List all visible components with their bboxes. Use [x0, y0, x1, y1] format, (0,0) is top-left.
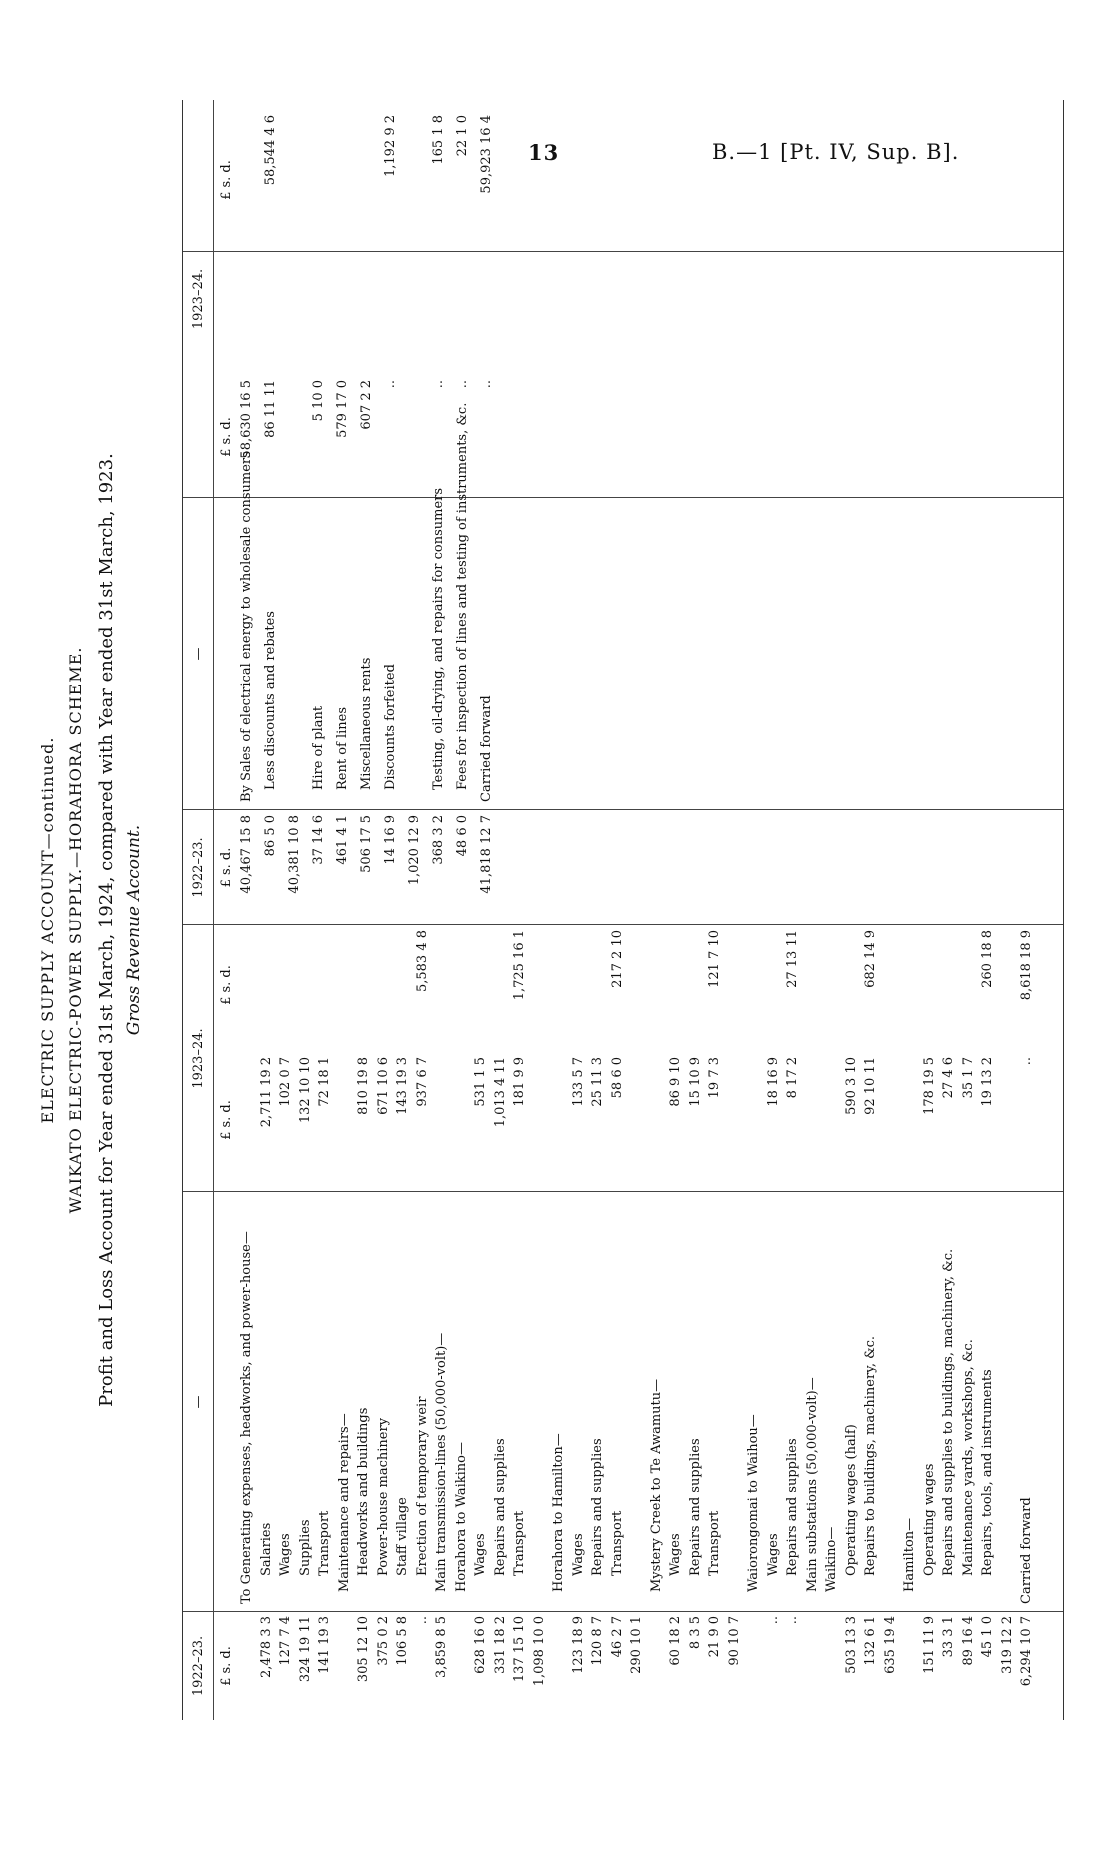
prev-year-amount: 14 16 9 [383, 815, 398, 865]
prev-year-amount: 3,859 8 5 [434, 1616, 449, 1679]
prev-year-amount: 90 10 7 [726, 1616, 742, 1666]
itemized-amount: 531 1 5 [473, 1057, 488, 1107]
itemized-amount: 27 4 6 [941, 1057, 956, 1099]
itemized-amount: .. [455, 380, 470, 389]
itemized-amount: 58,630 16 5 [239, 380, 254, 459]
header-prev-year-right: 1922–23. [191, 837, 206, 898]
expenditure-description: Headworks and buildings [356, 1407, 371, 1576]
expenditure-description: Repairs and supplies [687, 1438, 703, 1576]
prev-year-amount: 120 8 7 [590, 1616, 605, 1666]
expenditure-description: Transport [512, 1510, 527, 1576]
revenue-description: Carried forward [479, 695, 494, 802]
column-rule [183, 809, 1063, 810]
itemized-amount: 102 0 7 [278, 1057, 293, 1107]
itemized-amount: 2,711 19 2 [258, 1057, 274, 1128]
expenditure-description: Repairs and supplies to buildings, machinery, &c. [941, 1248, 956, 1576]
prev-year-amount: 368 3 2 [431, 815, 446, 865]
prev-year-amount: 151 11 9 [921, 1616, 937, 1674]
expenditure-description: Wages [668, 1533, 683, 1576]
itemized-amount: 86 9 10 [668, 1057, 683, 1107]
itemized-amount: 1,013 4 11 [492, 1057, 508, 1128]
prev-year-amount: 331 18 2 [492, 1616, 508, 1674]
total-amount: 217 2 10 [609, 930, 625, 988]
header-dash-right: — [191, 647, 206, 661]
lsd-label: £ s. d. [219, 1646, 234, 1686]
revenue-description: By Sales of electrical energy to wholesale consumers [239, 451, 254, 802]
prev-year-amount: .. [765, 1616, 781, 1625]
expenditure-description: Waikino— [824, 1526, 839, 1592]
prev-year-amount: 305 12 10 [356, 1616, 371, 1683]
itemized-amount: 35 1 7 [960, 1057, 976, 1099]
expenditure-description: Wages [765, 1533, 781, 1576]
prev-year-amount: 141 19 3 [317, 1616, 332, 1674]
prev-year-amount: 1,098 10 0 [531, 1616, 547, 1687]
prev-year-amount: 60 18 2 [668, 1616, 683, 1666]
prev-year-amount: 33 3 1 [941, 1616, 956, 1658]
itemized-amount: 19 7 3 [707, 1057, 722, 1099]
expenditure-description: Horahora to Hamilton— [551, 1433, 566, 1592]
prev-year-amount: 503 13 3 [843, 1616, 859, 1674]
prev-year-amount: 290 10 1 [629, 1616, 644, 1674]
statement-subtitle: Gross Revenue Account. [124, 824, 144, 1036]
prev-year-amount: 628 16 0 [473, 1616, 488, 1674]
revenue-description: Discounts forfeited [383, 664, 398, 790]
account-title: ELECTRIC SUPPLY ACCOUNT—continued. [38, 736, 57, 1124]
prev-year-amount: 89 16 4 [960, 1616, 976, 1666]
total-amount: 1,725 16 1 [512, 930, 527, 1001]
itemized-amount: 18 16 9 [765, 1057, 781, 1107]
prev-year-amount: 21 9 0 [707, 1616, 722, 1658]
column-rule [183, 251, 1063, 252]
prev-year-amount: 8 3 5 [687, 1616, 703, 1650]
revenue-description: Fees for inspection of lines and testing of instruments, &c. [455, 402, 470, 790]
prev-year-amount: 127 7 4 [278, 1616, 293, 1666]
itemized-amount: 181 9 9 [512, 1057, 527, 1107]
itemized-amount: 178 19 5 [921, 1057, 937, 1115]
statement-title: Profit and Loss Account for Year ended 31st March, 1924, compared with Year ended 31st March, 1923. [96, 453, 117, 1407]
prev-year-amount: 1,020 12 9 [407, 815, 422, 886]
itemized-amount: 15 10 9 [687, 1057, 703, 1107]
prev-year-amount: 48 6 0 [455, 815, 470, 857]
page-reference: B.—1 [Pt. IV, Sup. B]. [712, 140, 960, 164]
expenditure-description: Operating wages [921, 1463, 937, 1576]
lsd-label: £ s. d. [219, 417, 234, 457]
total-amount: 682 14 9 [863, 930, 878, 988]
itemized-amount: 25 11 3 [590, 1057, 605, 1107]
prev-year-amount: 106 5 8 [395, 1616, 410, 1666]
profit-loss-ledger [182, 100, 1064, 1720]
itemized-amount: 143 19 3 [395, 1057, 410, 1115]
expenditure-description: Repairs and supplies [492, 1438, 508, 1576]
expenditure-description: Waiorongomai to Waihou— [746, 1414, 761, 1592]
prev-year-amount: 46 2 7 [609, 1616, 625, 1658]
prev-year-amount: 37 14 6 [311, 815, 326, 865]
prev-year-amount: 319 12 2 [999, 1616, 1015, 1674]
header-curr-year-right: 1923–24. [191, 268, 206, 330]
itemized-amount: .. [479, 380, 494, 389]
itemized-amount: 72 18 1 [317, 1057, 332, 1107]
itemized-amount: 590 3 10 [843, 1057, 859, 1115]
prev-year-amount: .. [414, 1616, 430, 1625]
expenditure-description: Staff village [395, 1497, 410, 1576]
total-amount: 260 18 8 [980, 930, 995, 988]
header-dash-left: — [191, 1395, 206, 1409]
prev-year-amount: 2,478 3 3 [258, 1616, 274, 1679]
prev-year-amount: .. [785, 1616, 800, 1625]
prev-year-amount: 132 6 1 [863, 1616, 878, 1666]
prev-year-amount: 137 15 10 [512, 1616, 527, 1683]
prev-year-amount: 461 4 1 [335, 815, 350, 865]
total-amount: 165 1 8 [431, 115, 446, 165]
itemized-amount: 19 13 2 [980, 1057, 995, 1107]
total-amount: 8,618 18 9 [1019, 930, 1034, 1001]
expenditure-description: Repairs and supplies [590, 1438, 605, 1576]
total-amount: 59,923 16 4 [479, 115, 494, 194]
itemized-amount: 92 10 11 [863, 1057, 878, 1115]
prev-year-amount: 45 1 0 [980, 1616, 995, 1658]
expenditure-description: Hamilton— [902, 1517, 917, 1592]
itemized-amount: 810 19 8 [356, 1057, 371, 1115]
expenditure-description: Salaries [258, 1522, 274, 1576]
expenditure-description: Power-house machinery [375, 1417, 391, 1576]
total-amount: 5,583 4 8 [414, 930, 430, 993]
expenditure-description: Horahora to Waikino— [453, 1442, 469, 1592]
itemized-amount: 8 17 2 [785, 1057, 800, 1099]
revenue-description: Miscellaneous rents [359, 657, 374, 790]
page-number: 13 [528, 140, 560, 165]
expenditure-description: Maintenance yards, workshops, &c. [960, 1339, 976, 1576]
revenue-description: Hire of plant [311, 705, 326, 790]
prev-year-amount: 40,381 10 8 [287, 815, 302, 894]
lsd-label: £ s. d. [219, 160, 234, 200]
revenue-description: Rent of lines [335, 706, 350, 790]
expenditure-description: Main substations (50,000-volt)— [804, 1377, 820, 1592]
itemized-amount: 58 6 0 [609, 1057, 625, 1099]
expenditure-description: Repairs, tools, and instruments [980, 1369, 995, 1576]
prev-year-amount: 375 0 2 [375, 1616, 391, 1666]
revenue-description: Testing, oil-drying, and repairs for consumers [431, 487, 446, 790]
itemized-amount: 671 10 6 [375, 1057, 391, 1115]
itemized-amount: 86 11 11 [263, 380, 278, 438]
itemized-amount: 579 17 0 [335, 380, 350, 438]
expenditure-description: Repairs to buildings, machinery, &c. [863, 1335, 878, 1576]
prev-year-amount: 635 19 4 [882, 1616, 898, 1674]
scheme-title: WAIKATO ELECTRIC-POWER SUPPLY.—HORAHORA SCHEME. [66, 646, 85, 1214]
expenditure-description: Transport [609, 1510, 625, 1576]
rotated-account-page [20, 60, 1095, 1800]
itemized-amount: .. [1019, 1057, 1034, 1066]
itemized-amount: .. [431, 380, 446, 389]
prev-year-amount: 324 19 11 [297, 1616, 313, 1683]
prev-year-amount: 41,818 12 7 [479, 815, 494, 894]
header-curr-year-left: 1923–24. [191, 1028, 206, 1089]
expenditure-description: Mystery Creek to Te Awamutu— [648, 1378, 664, 1592]
expenditure-description: Maintenance and repairs— [336, 1413, 352, 1592]
expenditure-description: Wages [473, 1533, 488, 1576]
expenditure-description: Repairs and supplies [785, 1438, 800, 1576]
expenditure-description: Carried forward [1019, 1497, 1034, 1604]
expenditure-description: To Generating expenses, headworks, and power-house— [239, 1231, 254, 1604]
column-rule [183, 1611, 1063, 1612]
expenditure-description: Operating wages (half) [843, 1424, 859, 1576]
header-prev-year-left: 1922–23. [191, 1635, 206, 1697]
revenue-description: Less discounts and rebates [263, 611, 278, 790]
itemized-amount: .. [383, 380, 398, 389]
itemized-amount: 937 6 7 [414, 1057, 430, 1107]
itemized-amount: 133 5 7 [570, 1057, 586, 1107]
lsd-label: £ s. d. [219, 965, 234, 1005]
itemized-amount: 5 10 0 [311, 380, 326, 422]
expenditure-description: Main transmission-lines (50,000-volt)— [434, 1332, 449, 1592]
total-amount: 58,544 4 6 [263, 115, 278, 186]
expenditure-description: Erection of temporary weir [414, 1396, 430, 1576]
prev-year-amount: 40,467 15 8 [239, 815, 254, 894]
total-amount: 22 1 0 [455, 115, 470, 157]
total-amount: 27 13 11 [785, 930, 800, 988]
expenditure-description: Transport [317, 1510, 332, 1576]
lsd-label: £ s. d. [219, 847, 234, 888]
prev-year-amount: 6,294 10 7 [1019, 1616, 1034, 1687]
expenditure-description: Wages [278, 1533, 293, 1576]
expenditure-description: Transport [707, 1510, 722, 1576]
total-amount: 1,192 9 2 [383, 115, 398, 178]
itemized-amount: 607 2 2 [359, 380, 374, 430]
lsd-label: £ s. d. [219, 1100, 234, 1140]
expenditure-description: Supplies [297, 1519, 313, 1576]
itemized-amount: 132 10 10 [297, 1057, 313, 1124]
total-amount: 121 7 10 [707, 930, 722, 988]
prev-year-amount: 506 17 5 [359, 815, 374, 873]
expenditure-description: Wages [570, 1533, 586, 1576]
prev-year-amount: 86 5 0 [263, 815, 278, 857]
prev-year-amount: 123 18 9 [570, 1616, 586, 1674]
column-rule [183, 924, 1063, 925]
